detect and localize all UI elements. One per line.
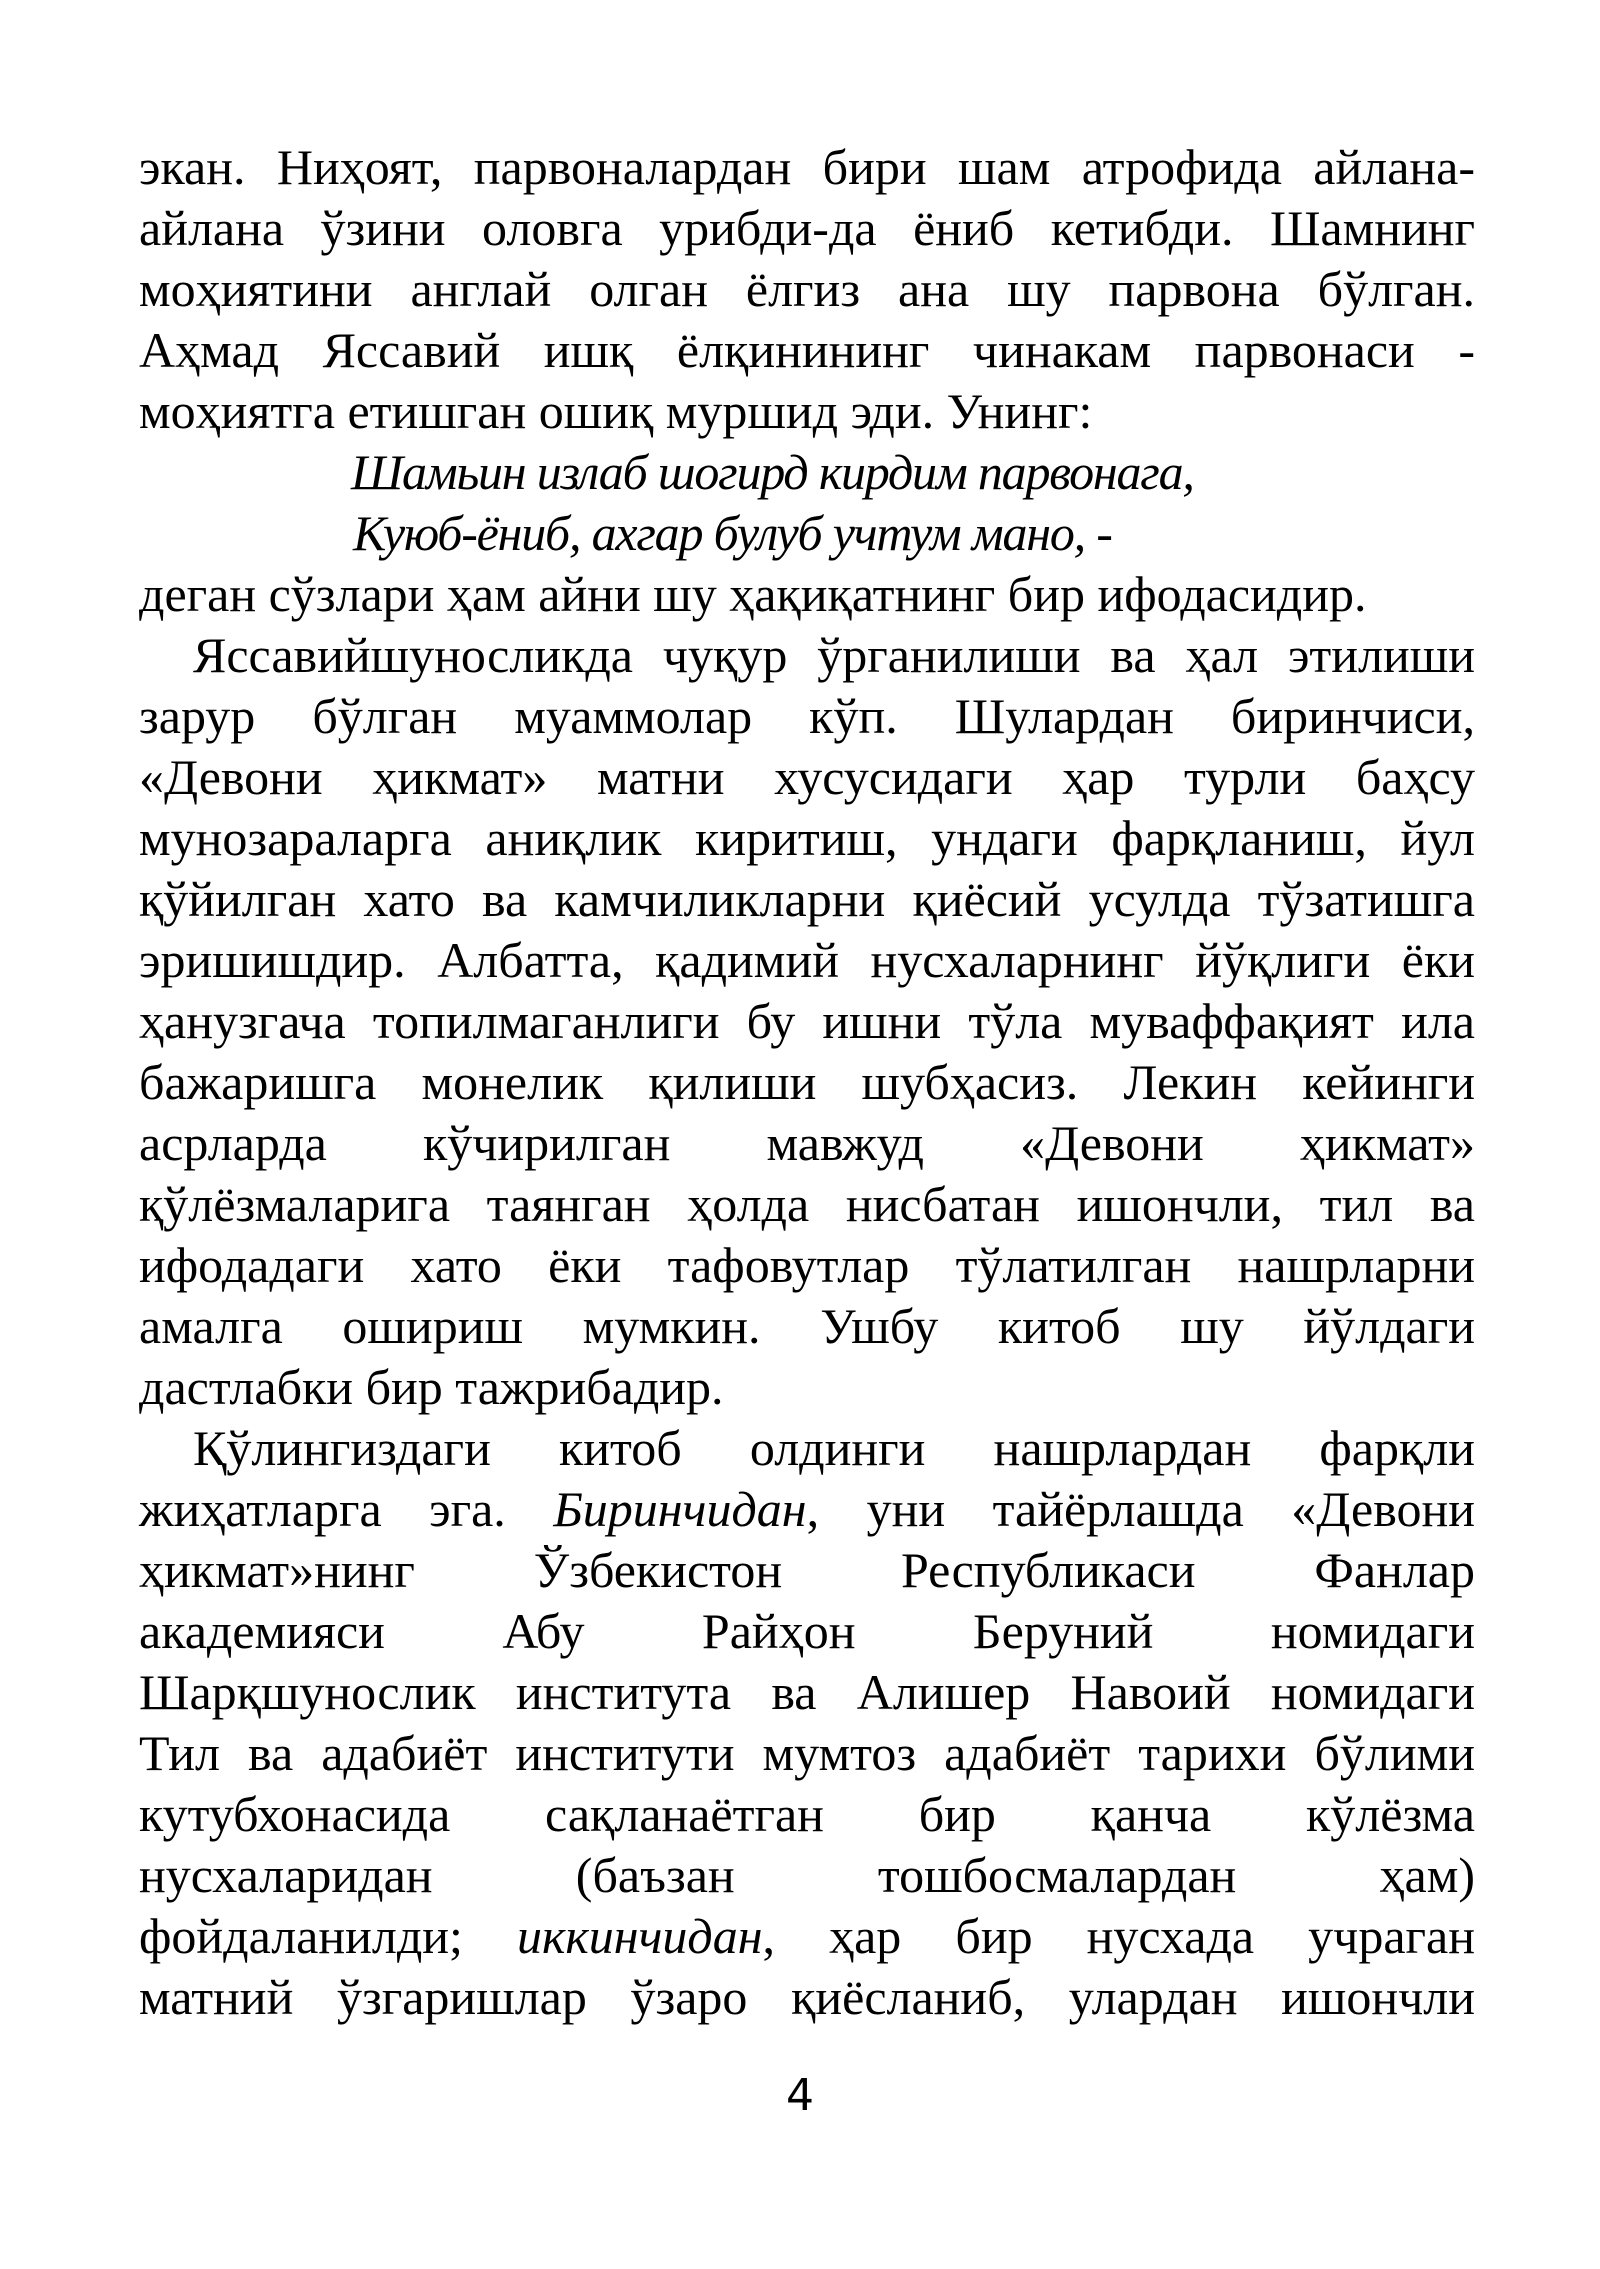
body-line: экан. Ниҳоят, парвоналардан бири шам атрофида айлана- — [139, 139, 1475, 195]
paragraph-3-line: матний ўзгаришлар ўзаро қиёсланиб, улардан ишончли — [139, 1969, 1475, 2025]
paragraph-3-line: кутубхонасида сақланаётган бир қанча кўлёзма — [139, 1786, 1475, 1842]
paragraph-2-line: бажаришга монелик қилиши шубҳасиз. Лекин кейинги — [139, 1054, 1475, 1110]
paragraph-2-line: ифодадаги хато ёки тафовутлар тўлатилган нашрларни — [139, 1237, 1475, 1293]
emphasis-birinchidan: Биринчидан — [553, 1481, 807, 1537]
paragraph-2-line: дастлабки бир тажрибадир. — [139, 1359, 724, 1415]
body-line: Аҳмад Яссавий ишқ ёлқинининг чинакам парвонаси - — [139, 322, 1475, 378]
paragraph-3-line: Тил ва адабиёт институти мумтоз адабиёт тарихи бўлими — [139, 1725, 1475, 1781]
paragraph-2-line: ҳанузгача топилмаганлиги бу ишни тўла муваффақият ила — [139, 993, 1475, 1049]
page-number: 4 — [786, 2070, 814, 2121]
paragraph-2-line: қўйилган хато ва камчиликларни қиёсий усулда тўзатишга — [139, 871, 1475, 927]
verse-line-1: Шамьин излаб шогирд кирдим парвонага, — [351, 444, 1194, 500]
paragraph-2-line: асрларда кўчирилган мавжуд «Девони ҳикмат» — [139, 1115, 1475, 1171]
body-line: айлана ўзини оловга урибди-да ёниб кетибди. Шамнинг — [139, 200, 1475, 256]
after-verse-line: деган сўзлари ҳам айни шу ҳақиқатнинг бир ифодасидир. — [139, 566, 1367, 622]
paragraph-2-line: Яссавийшуносликда чуқур ўрганилиши ва ҳал этилиши — [193, 627, 1475, 683]
emphasis-ikkinchidan: иккинчидан — [517, 1908, 763, 1964]
verse-dash: - — [1084, 505, 1112, 561]
paragraph-2-line: эришишдир. Албатта, қадимий нусхаларнинг йўқлиги ёки — [139, 932, 1475, 988]
paragraph-2-line: мунозараларга аниқлик киритиш, ундаги фарқланиш, йул — [139, 810, 1475, 866]
paragraph-3-text: , ҳар бир нусхада учраган — [762, 1908, 1475, 1964]
body-line: моҳиятга етишган ошиқ муршид эди. Унинг: — [139, 383, 1093, 439]
verse-line-2 — [139, 503, 1475, 564]
paragraph-3-line: академияси Абу Райҳон Беруний номидаги — [139, 1603, 1475, 1659]
paragraph-3-line: ҳикмат»нинг Ўзбекистон Республикаси Фанлар — [139, 1542, 1475, 1598]
verse-line-2-text: Куюб-ёниб, ахгар булуб учтум мано, — [353, 505, 1085, 561]
paragraph-2-line: «Девони ҳикмат» матни хусусидаги ҳар турли баҳсу — [139, 749, 1475, 805]
body-line: моҳиятини англай олган ёлгиз ана шу парвона бўлган. — [139, 261, 1475, 317]
paragraph-2-line: қўлёзмаларига таянган ҳолда нисбатан ишончли, тил ва — [139, 1176, 1475, 1232]
paragraph-3-line: нусхаларидан (баъзан тошбосмалардан ҳам) — [139, 1847, 1475, 1903]
paragraph-2-line: амалга ошириш мумкин. Ушбу китоб шу йўлдаги — [139, 1298, 1475, 1354]
paragraph-3-text: , уни тайёрлашда «Девони — [806, 1481, 1475, 1537]
paragraph-3-line: Шарқшунослик института ва Алишер Навоий номидаги — [139, 1664, 1475, 1720]
paragraph-3-line — [139, 1479, 1475, 1540]
paragraph-3-line: Қўлингиздаги китоб олдинги нашрлардан фарқли — [193, 1420, 1475, 1476]
paragraph-3-text: жиҳатларга эга. — [139, 1481, 554, 1537]
paragraph-3-text: фойдаланилди; — [139, 1908, 517, 1964]
paragraph-2-line: зарур бўлган муаммолар кўп. Шулардан биринчиси, — [139, 688, 1475, 744]
document-page — [139, 137, 1475, 2028]
paragraph-3-line — [139, 1906, 1475, 1967]
